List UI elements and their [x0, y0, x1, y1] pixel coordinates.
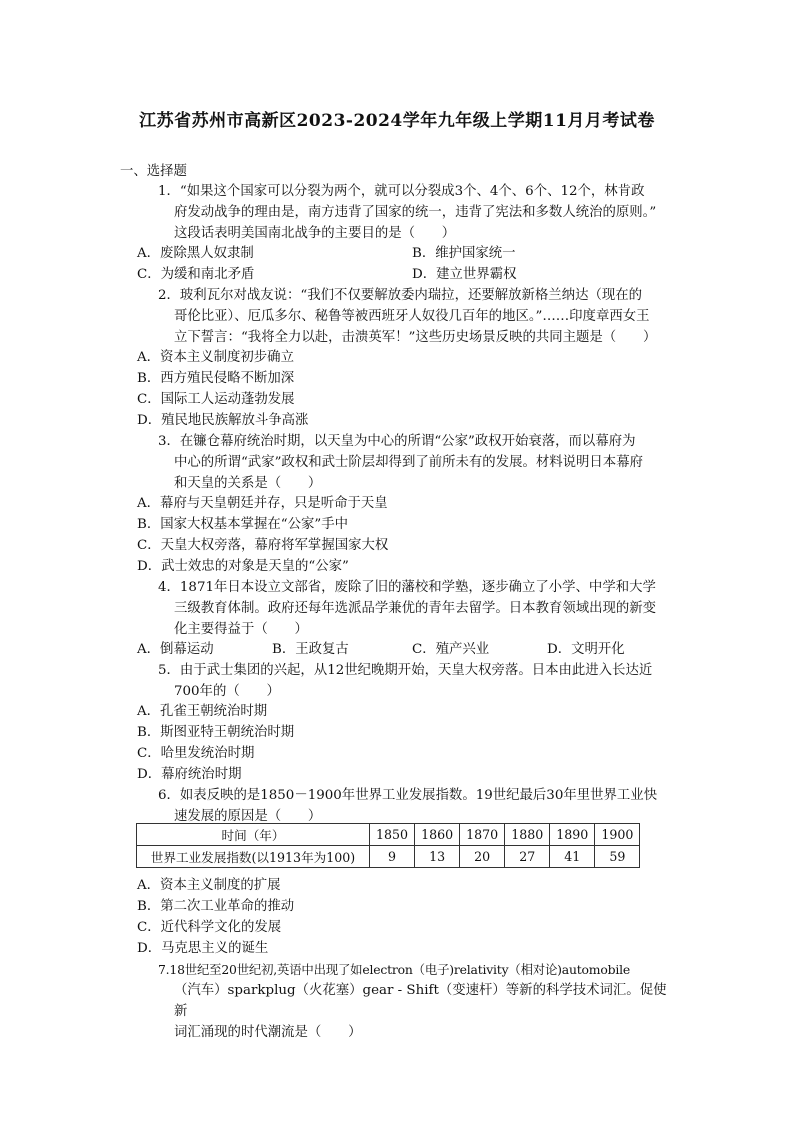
table-row: [137, 824, 640, 846]
question-7-line-3: 词汇涌现的时代潮流是（ ）: [174, 1025, 362, 1040]
table-year-cell: 1870: [460, 824, 505, 846]
question-5-line-2: 700年的（ ）: [174, 684, 280, 699]
question-2-line-1: 2．玻利瓦尔对战友说：“我们不仅要解放委内瑞拉，还要解放新格兰纳达（现在的: [158, 288, 643, 303]
question-6-line-2: 速发展的原因是（ ）: [174, 809, 322, 824]
question-4-line-1: 4．1871年日本设立文部省，废除了旧的藩校和学塾，逐步确立了小学、中学和大学: [158, 580, 656, 595]
question-2-option-c: C．国际工人运动蓬勃发展: [137, 392, 295, 407]
table-year-cell: 1860: [415, 824, 460, 846]
question-1-option-a: A．废除黑人奴隶制: [137, 246, 254, 261]
question-1-line-2: 府发动战争的理由是，南方违背了国家的统一，违背了宪法和多数人统治的原则。”: [174, 205, 657, 220]
table-header-label: 时间（年）: [137, 824, 370, 846]
question-6-line-1: 6．如表反映的是1850－1900年世界工业发展指数。19世纪最后30年里世界工业快: [158, 788, 658, 803]
table-year-cell: 1850: [370, 824, 415, 846]
question-3-option-a: A．幕府与天皇朝廷并存，只是听命于天皇: [137, 496, 388, 511]
question-3-line-1: 3．在镰仓幕府统治时期，以天皇为中心的所谓“公家”政权开始衰落，而以幕府为: [158, 434, 636, 449]
question-5: [158, 660, 678, 702]
question-3-option-c: C．天皇大权旁落，幕府将军掌握国家大权: [137, 538, 389, 553]
table-year-cell: 1900: [595, 824, 640, 846]
question-1-option-d: D．建立世界霸权: [412, 267, 517, 282]
question-2-line-3: 立下誓言：“我将全力以赴，击溃英军！”这些历史场景反映的共同主题是（ ）: [174, 330, 657, 345]
question-6-option-b: B．第二次工业革命的推动: [137, 899, 295, 914]
question-3: [158, 431, 678, 494]
question-7-line-2: （汽车）sparkplug（火花塞）gear - Shift（变速杆）等新的科学技术词汇。促使新: [174, 983, 667, 1019]
table-value-cell: 13: [415, 846, 460, 868]
question-7-line-1: 7.18世纪至20世纪初,英语中出现了如electron（电子)relativity（相对论)automobile: [158, 962, 630, 977]
table-value-cell: 9: [370, 846, 415, 868]
question-4-line-2: 三级教育体制。政府还每年选派品学兼优的青年去留学。日本教育领域出现的新变: [174, 601, 657, 616]
question-2: [158, 285, 678, 348]
page-title: 江苏省苏州市高新区2023-2024学年九年级上学期11月月考试卷: [139, 111, 655, 131]
question-6-option-c: C．近代科学文化的发展: [137, 920, 282, 935]
question-1-option-c: C．为缓和南北矛盾: [137, 267, 255, 282]
question-3-line-3: 和天皇的关系是（ ）: [174, 476, 322, 491]
question-4-option-a: A．倒幕运动: [137, 642, 214, 657]
question-5-option-a: A．孔雀王朝统治时期: [137, 704, 268, 719]
table-year-cell: 1880: [505, 824, 550, 846]
section-heading: 一、选择题: [120, 164, 187, 179]
question-4-option-b: B．王政复古: [272, 642, 349, 657]
question-5-option-d: D．幕府统治时期: [137, 767, 242, 782]
table-row-label: 世界工业发展指数(以1913年为100): [137, 846, 370, 868]
question-4-line-3: 化主要得益于（ ）: [174, 622, 308, 637]
question-4-option-c: C．殖产兴业: [412, 642, 490, 657]
question-4: [158, 577, 678, 640]
question-6-option-a: A．资本主义制度的扩展: [137, 878, 281, 893]
question-5-option-c: C．哈里发统治时期: [137, 746, 255, 761]
question-5-line-1: 5．由于武士集团的兴起，从12世纪晚期开始，天皇大权旁落。日本由此进入长达近: [158, 663, 653, 678]
question-5-option-b: B．斯图亚特王朝统治时期: [137, 725, 295, 740]
table-value-cell: 41: [550, 846, 595, 868]
question-1-line-3: 这段话表明美国南北战争的主要目的是（ ）: [174, 226, 456, 241]
question-6-option-d: D．马克思主义的诞生: [137, 941, 269, 956]
question-2-option-a: A．资本主义制度初步确立: [137, 350, 294, 365]
question-3-option-b: B．国家大权基本掌握在“公家”手中: [137, 517, 348, 532]
table-value-cell: 27: [505, 846, 550, 868]
table-row: [137, 846, 640, 868]
question-7: [158, 959, 678, 1043]
table-year-cell: 1890: [550, 824, 595, 846]
question-3-option-d: D．武士效忠的对象是天皇的“公家”: [137, 559, 349, 574]
question-4-option-d: D．文明开化: [547, 642, 625, 657]
question-2-option-b: B．西方殖民侵略不断加深: [137, 371, 295, 386]
question-1-option-b: B．维护国家统一: [412, 246, 516, 261]
table-value-cell: 20: [460, 846, 505, 868]
question-6: [158, 785, 678, 827]
question-1-line-1: 1．“如果这个国家可以分裂为两个，就可以分裂成3个、4个、6个、12个，林肯政: [158, 184, 645, 199]
question-2-line-2: 哥伦比亚）、厄瓜多尔、秘鲁等被西班牙人奴役几百年的地区。”……印度章西女王: [174, 309, 650, 324]
question-1: [158, 181, 678, 244]
table-value-cell: 59: [595, 846, 640, 868]
question-2-option-d: D．殖民地民族解放斗争高涨: [137, 413, 309, 428]
question-3-line-2: 中心的所谓“武家”政权和武士阶层却得到了前所未有的发展。材料说明日本幕府: [174, 455, 643, 470]
industrial-index-table: [136, 823, 640, 868]
